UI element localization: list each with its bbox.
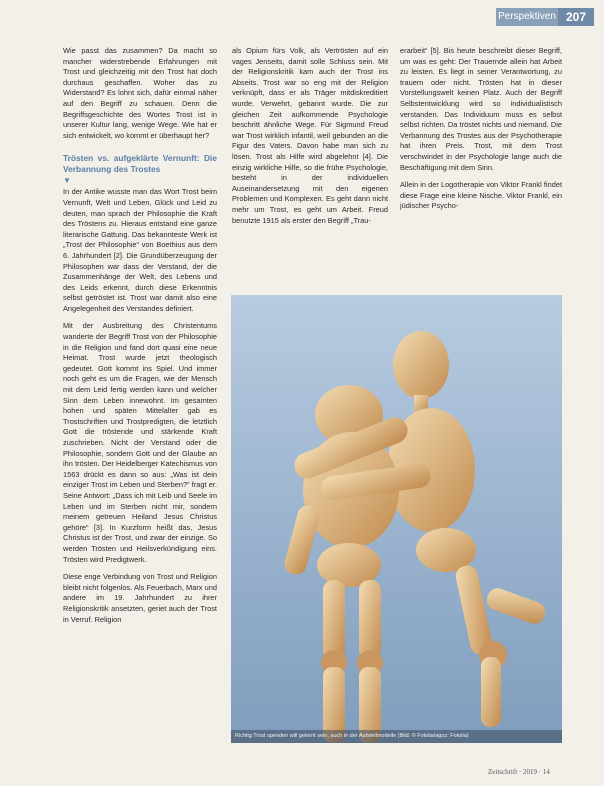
page-footer: Zeitschrift · 2019 · 14	[488, 768, 550, 776]
subheading: Trösten vs. aufgeklärte Vernunft: Die Verbannung des Trostes	[63, 153, 217, 175]
paragraph: Allein in der Logotherapie von Viktor Frankl findet diese Frage eine kleine Nische. Viktor Frankl, ein jüdischer Psycho-	[400, 180, 562, 211]
text-column-1	[63, 46, 217, 632]
photo-caption: Richtig Trost spenden will gelernt sein, auch in der Aufstellmodelle (Bild: © Fotolia/aguz; Fotolia)	[231, 730, 562, 743]
paragraph: als Opium fürs Volk, als Vertrösten auf ein vages Jenseits, damit solle Schluss sein. Mit der Religionskritik kam auch der Trost ins Abseits. Trost war so eng mit der Religion verknüpft, dass er als Träger mitdiskreditiert wurde. Verwehrt, gebannt wurde. Die zur gleichen Zeit aufkommende Psychologie beschritt ähnliche Wege. Für Sigmund Freud war Trost wirklich infantil, weil gebunden an die Figur des Vaters. Davon habe man sich zu lösen. Trost als Hilfe wird abgelehnt [4]. Die einzig wirkliche Hilfe, so die frühe Psychologie, besteht in der individuellen Auseinandersetzung mit den eigenen Problemen und Komplexen. Es geht dann nicht mehr um Trost, es geht um Arbeit. Freud benutzte 1915 als erster den Begriff „Trau-	[232, 46, 388, 225]
page-header	[0, 0, 604, 34]
text-column-2	[232, 46, 388, 233]
section-label: Perspektiven	[496, 8, 558, 26]
page-number: 207	[558, 8, 594, 26]
text-column-3	[400, 46, 562, 219]
mannequins-illustration	[231, 295, 562, 743]
paragraph: erarbeit“ [5]. Bis heute beschreibt dieser Begriff, um was es geht: Der Trauernde allein hat Arbeit zu leisten. Es liegt in seiner Verantwortung, zu trauern oder nicht. Trösten hat in dieser Vorstellungswelt keinen Platz. Auch der Begriff Selbstentwicklung wird so individualistisch verstanden. Das Individuum muss es selbst selbst richten. Da tröstet nichts und niemand. Die Verbannung des Trostes aus der Psychotherapie hat ihren Preis. Trost, mit dem Trost verschwindet in der Psychologie lange auch die Beschäftigung mit dem Sinn.	[400, 46, 562, 172]
arrow-down-icon: ▼	[63, 176, 71, 186]
paragraph: Mit der Ausbreitung des Christentums wanderte der Begriff Trost von der Philosophie in die Religion und fand dort quasi eine neue Heimat. Trost wurde jetzt theologisch gedeutet. Gott kommt ins Spiel. Und immer noch geht es um die Fragen, wie der Mensch mit dem Leid fertig werden kann und welcher Sinn dem Leben innewohnt. Im gesamten hohen und späten Mittelalter gab es Trostschriften und Trostpredigten, die letztlich Gott die tröstende und stärkende Kraft zuschrieben. Nicht der Verstand oder die Philosophie, sondern Gott und der Glaube an ihn trösten. Der Heidelberger Katechismus von 1563 drückt es dann so aus: „Was ist dein einziger Trost im Leben und Sterben?“ fragt er. Seine Antwort: „Dass ich mit Leib und Seele im Leben und im Sterben nicht mir, sondern meinem getreuen Heiland Jesus Christus gehöre“ [3]. In Kurzform heißt das, Jesus Christus ist der Trost, und zwar der einzige. So werden Trösten und Heilsverkündigung eins. Trösten wird Predigtwerk.	[63, 321, 217, 564]
wooden-mannequins-photo	[231, 295, 562, 743]
paragraph: Wie passt das zusammen? Da macht so mancher widerstrebende Erfahrungen mit Trost und gleichzeitig mit den Trost hat doch durchaus geschaffen. Woher das zu Widerstand? Es lohnt sich, dafür einmal näher auf den Begriff zu schauen. Denn die Begriffsgeschichte des Wortes Trost ist in unserer Kultur lang, wenige Wege. Wie hat er sich entwickelt, wo kommt er überhaupt her?	[63, 46, 217, 140]
paragraph: Diese enge Verbindung von Trost und Religion bleibt nicht folgenlos. Als Feuerbach, Marx und andere im 19. Jahrhundert zu ihrer Religionskritik ansetzten, geriet auch der Trost in Verruf. Religion	[63, 572, 217, 624]
paragraph: In der Antike wusste man das Wort Trost beim Vernunft, Welt und Leben, Glück und Leid zu deuten, man sprach der Philosophie die Kraft des Tröstens zu. Hieraus entstand eine ganze literarische Gattung. Das bekannteste Werk ist „Trost der Philosophie“ von Boethius aus dem 6. Jahrhundert [2]. Die Grundüberzeugung der Philosophen war dass der Verstand, der die Zusammenhänge der Welt, des Lebens und des Leids erkennt, durch diese Erkenntnis selbst getröstet ist. Trost war damit also eine Angelegenheit des Verstandes definiert.	[63, 187, 217, 313]
